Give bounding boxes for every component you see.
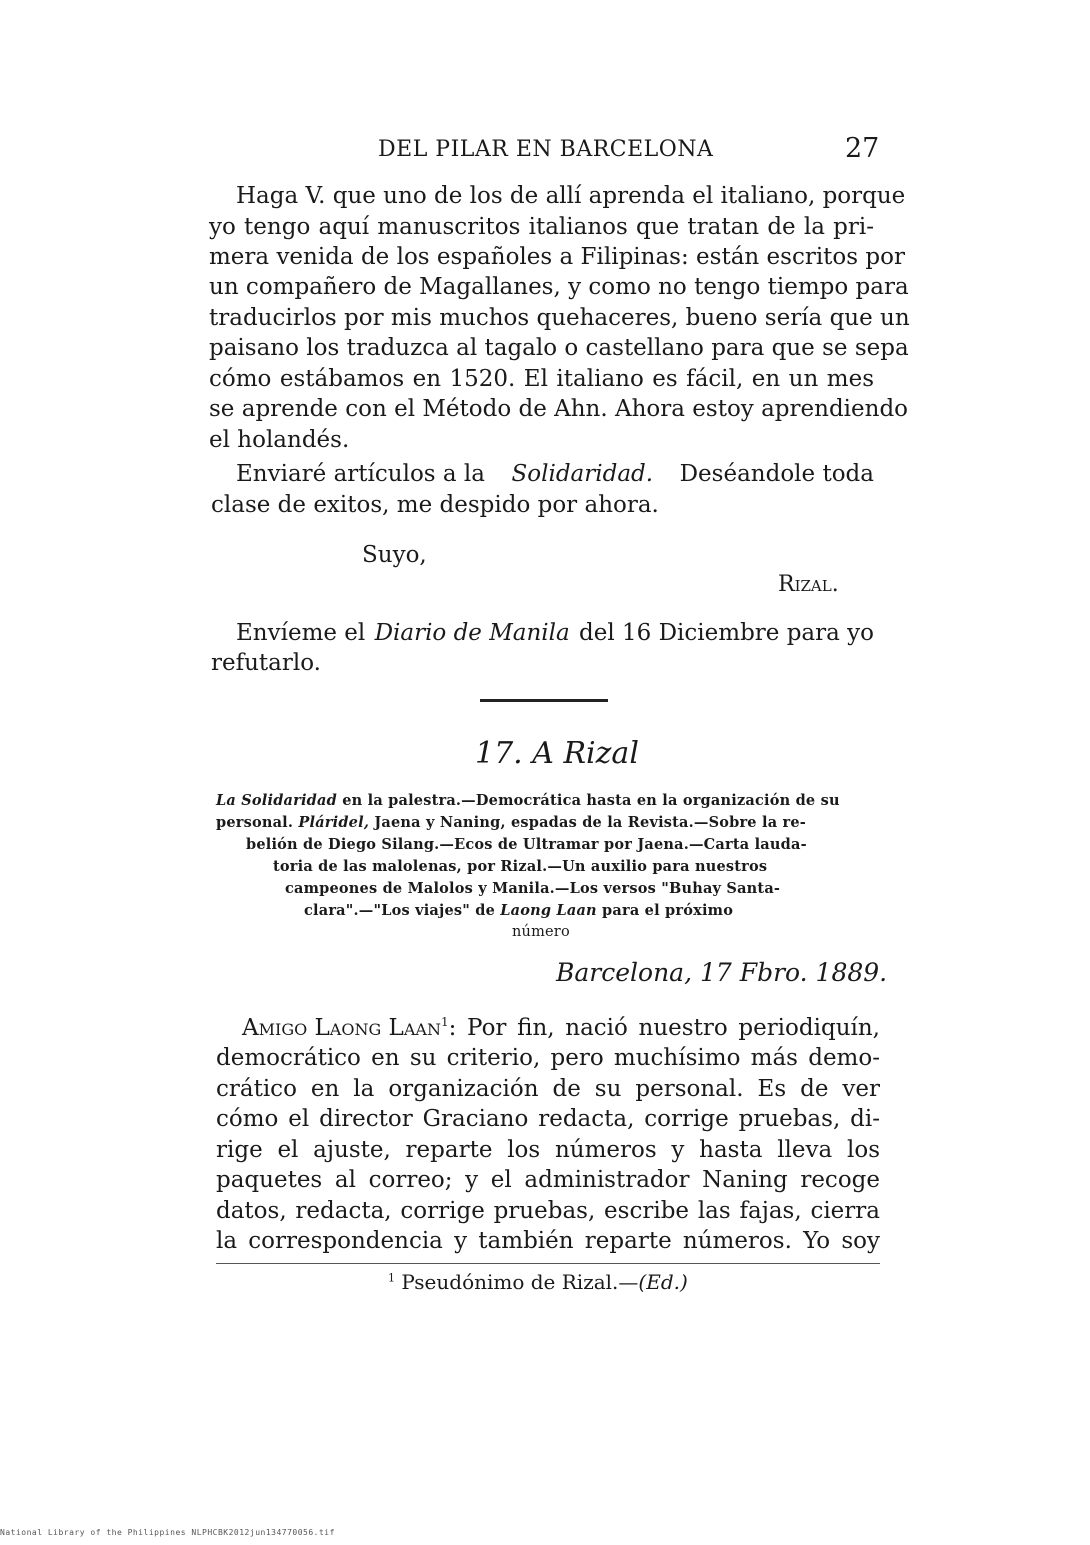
publication-title: Solidaridad. <box>511 461 654 487</box>
text-fragment: Deséandole toda <box>679 461 874 487</box>
text-line: crático en la organización de su personal. Es de ver <box>216 1076 880 1102</box>
summary-line <box>216 792 840 809</box>
place-date: Barcelona, 17 Fbro. 1889. <box>556 958 888 987</box>
salutation: Amigo Laong Laan <box>242 1015 441 1041</box>
text-fragment: personal. <box>216 814 299 831</box>
text-line: la correspondencia y también reparte números. Yo soy <box>216 1228 880 1254</box>
text-fragment: del 16 Diciembre para yo <box>579 620 874 646</box>
text-line: un compañero de Magallanes, y como no tengo tiempo para <box>209 274 909 300</box>
running-header: DEL PILAR EN BARCELONA <box>378 137 714 162</box>
text-line: paisano los traduzca al tagalo o castellano para que se sepa <box>209 335 909 361</box>
text-line: refutarlo. <box>211 650 321 676</box>
text-line: yo tengo aquí manuscritos italianos que tratan de la pri- <box>209 214 874 240</box>
publication-title: La Solidaridad <box>216 792 337 809</box>
footnote-editor: (Ed.) <box>638 1270 688 1294</box>
text-fragment: Pláridel, <box>298 814 370 831</box>
text-line: Haga V. que uno de los de allí aprenda el italiano, porque <box>236 183 906 209</box>
text-fragment: Enviaré artículos a la <box>236 461 485 487</box>
text-line <box>242 1015 880 1041</box>
publication-title: Diario de Manila <box>374 620 570 646</box>
text-line <box>236 620 874 646</box>
footnote-text: Pseudónimo de Rizal.— <box>401 1270 639 1294</box>
footnote-rule <box>216 1263 880 1264</box>
signature: Rizal. <box>778 572 839 597</box>
text-line: rige el ajuste, reparte los números y hasta lleva los <box>216 1137 880 1163</box>
text-line: traducirlos por mis muchos quehaceres, bueno sería que un <box>209 305 910 331</box>
section-divider <box>480 699 608 702</box>
text-line: clase de exitos, me despido por ahora. <box>211 492 659 518</box>
summary-line: campeones de Malolos y Manila.—Los versos "Buhay Santa- <box>285 880 781 897</box>
summary-line <box>304 902 733 919</box>
text-line: se aprende con el Método de Ahn. Ahora estoy aprendiendo <box>209 396 909 422</box>
text-fragment: Envíeme el <box>236 620 366 646</box>
text-line: paquetes al correo; y el administrador Naning recoge <box>216 1167 880 1193</box>
letter-heading: 17. A Rizal <box>475 736 639 771</box>
page-number: 27 <box>845 133 880 164</box>
summary-line <box>216 814 806 831</box>
text-fragment: clara".—"Los viajes" de <box>304 902 501 919</box>
text-line <box>236 461 874 487</box>
text-fragment: en la palestra.—Democrática hasta en la organización de su <box>336 792 840 809</box>
text-fragment: Jaena y Naning, espadas de la Revista.—Sobre la re- <box>369 814 807 831</box>
text-line: mera venida de los españoles a Filipinas: están escritos por <box>209 244 905 270</box>
footnote-mark: 1 <box>388 1271 395 1285</box>
text-line: datos, redacta, corrige pruebas, escribe las fajas, cierra <box>216 1198 880 1224</box>
summary-line: toria de las malolenas, por Rizal.—Un auxilio para nuestros <box>273 858 768 875</box>
text-line: el holandés. <box>209 427 350 453</box>
text-fragment: Laong Laan <box>500 902 597 919</box>
footnote <box>388 1270 688 1294</box>
closing: Suyo, <box>362 542 427 568</box>
scan-label: National Library of the Philippines NLPHCBK2012jun134770056.tif <box>0 1528 335 1537</box>
text-line: cómo el director Graciano redacta, corrige pruebas, di- <box>216 1106 880 1132</box>
text-line: cómo estábamos en 1520. El italiano es fácil, en un mes <box>209 366 874 392</box>
text-fragment: : Por fin, nació nuestro periodiquín, <box>448 1015 880 1041</box>
text-fragment: para el próximo <box>596 902 734 919</box>
text-line: democrático en su criterio, pero muchísimo más demo- <box>216 1045 880 1071</box>
summary-line: número <box>512 924 570 940</box>
footnote-ref: 1 <box>440 1015 449 1029</box>
summary-line: belión de Diego Silang.—Ecos de Ultramar por Jaena.—Carta lauda- <box>246 836 807 853</box>
